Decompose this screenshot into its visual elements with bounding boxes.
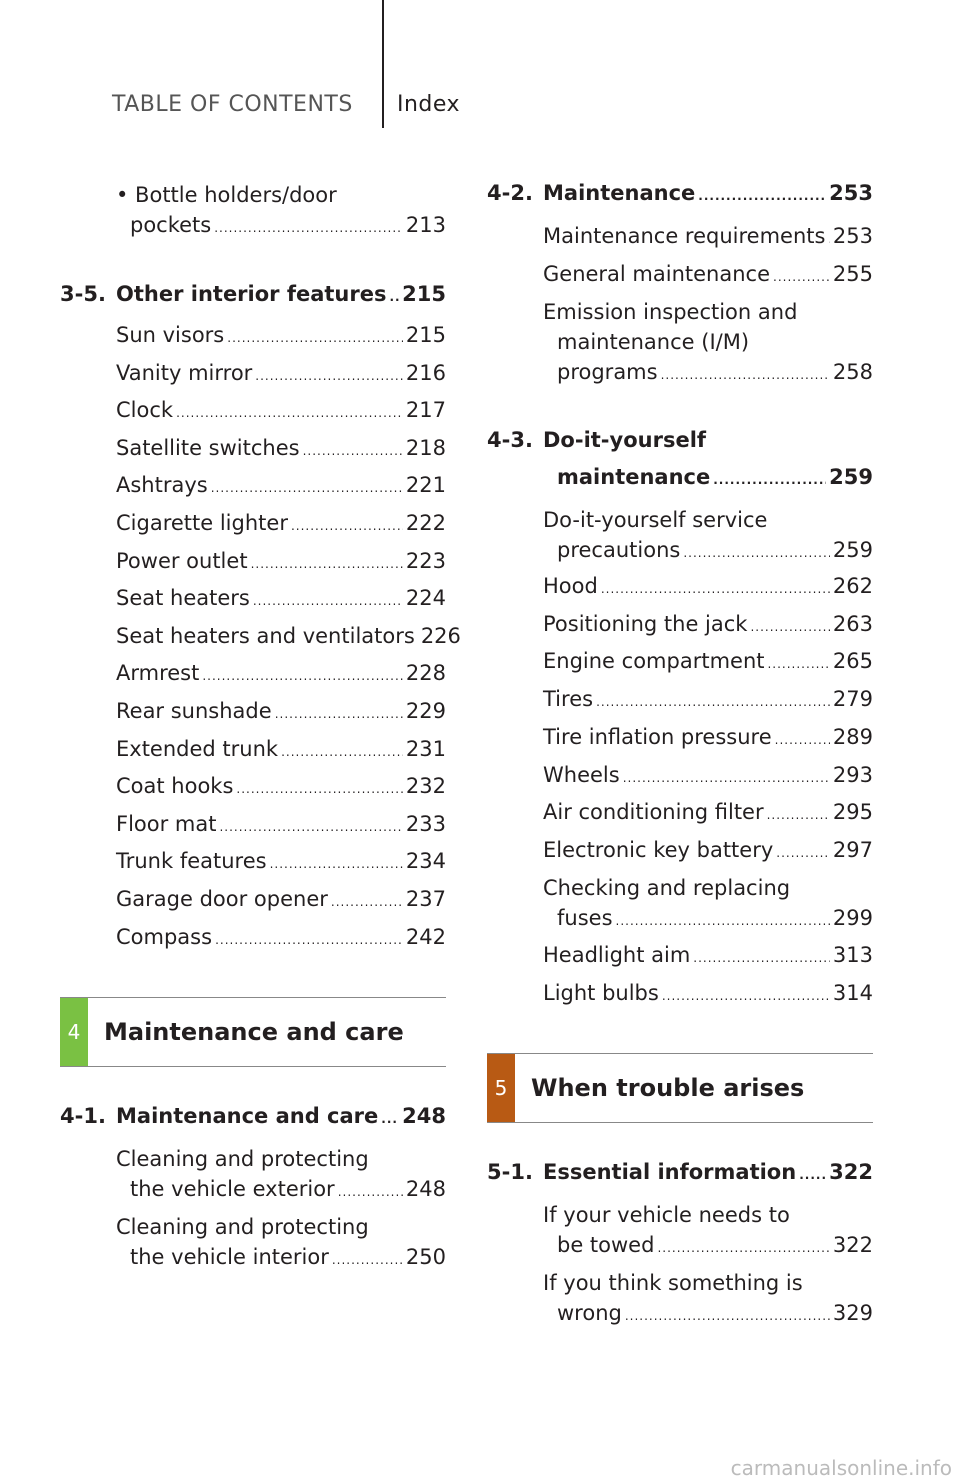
leader-dots <box>662 981 830 1011</box>
entry-title: the vehicle exterior <box>130 1177 335 1201</box>
entry-title: pockets <box>130 213 212 237</box>
entry-page: 221 <box>405 473 446 498</box>
leader-dots <box>596 687 830 717</box>
toc-entry[interactable] <box>116 546 446 579</box>
section-page: 248 <box>402 1104 446 1128</box>
toc-entry[interactable] <box>116 658 446 691</box>
leader-dots <box>713 465 826 495</box>
entry-title: Engine compartment <box>543 649 765 674</box>
toc-entry[interactable] <box>116 1212 446 1275</box>
entry-title: the vehicle interior <box>130 1245 329 1269</box>
entry-line <box>116 1174 446 1207</box>
entry-page: 216 <box>405 360 446 385</box>
section-4-2[interactable] <box>487 178 873 211</box>
leader-dots <box>625 1301 830 1331</box>
toc-entry-diy-precautions[interactable] <box>543 505 873 568</box>
section-title: Maintenance <box>543 181 696 205</box>
leader-dots <box>776 838 830 868</box>
header-index-link[interactable]: Index <box>397 92 461 117</box>
entry-line: If your vehicle needs to <box>543 1203 790 1227</box>
entry-page: 293 <box>832 762 873 787</box>
entry-title: Tire inflation pressure <box>543 724 772 749</box>
leader-dots <box>291 511 403 541</box>
leader-dots <box>389 282 399 312</box>
leader-dots <box>227 323 403 353</box>
chapter-5-tab: 5 <box>487 1054 515 1122</box>
leader-dots <box>799 1160 826 1190</box>
toc-entry[interactable] <box>543 722 873 755</box>
chapter-5-banner[interactable] <box>487 1053 873 1123</box>
entry-page: 237 <box>405 887 446 911</box>
section-4-3[interactable] <box>487 425 873 495</box>
entry-line <box>116 1242 446 1275</box>
leader-dots <box>767 800 830 830</box>
toc-entry[interactable] <box>116 621 461 654</box>
entry-line <box>543 1298 873 1331</box>
entry-page: 213 <box>405 213 446 237</box>
entry-line: • Bottle holders/door <box>116 183 337 207</box>
entry-title: Electronic key battery <box>543 837 774 862</box>
leader-dots <box>202 661 403 691</box>
toc-entry[interactable] <box>543 221 873 254</box>
toc-entry[interactable] <box>543 797 873 830</box>
entry-title: Headlight aim <box>543 943 691 967</box>
toc-entry[interactable] <box>116 583 446 616</box>
entry-page: 248 <box>405 1177 446 1201</box>
entry-line <box>543 903 873 936</box>
leader-dots <box>775 725 830 755</box>
leader-dots <box>253 586 403 616</box>
leader-dots <box>750 612 829 642</box>
entry-title: Garage door opener <box>116 887 328 911</box>
leader-dots <box>275 699 403 729</box>
entry-page: 232 <box>405 774 446 799</box>
leader-dots <box>381 1104 399 1134</box>
entry-page: 297 <box>832 837 873 862</box>
entry-title: Rear sunshade <box>116 699 272 723</box>
leader-dots <box>767 649 829 679</box>
entry-title: Hood <box>543 574 598 598</box>
entry-page: 259 <box>832 538 873 562</box>
chapter-5-title: When trouble arises <box>531 1074 805 1102</box>
header-divider <box>382 0 384 128</box>
section-5-1[interactable] <box>487 1157 873 1190</box>
entry-page: 279 <box>832 687 873 712</box>
entry-page: 224 <box>405 586 446 611</box>
leader-dots <box>332 1245 403 1275</box>
leader-dots <box>270 849 403 879</box>
entry-page: 217 <box>405 398 446 423</box>
entry-page: 242 <box>405 924 446 949</box>
toc-entry[interactable] <box>543 760 873 793</box>
entry-page: 222 <box>405 511 446 535</box>
entry-title: Maintenance requirements <box>543 224 826 248</box>
entry-page: 329 <box>832 1301 873 1325</box>
toc-entry[interactable] <box>116 846 446 879</box>
entry-line: Do-it-yourself service <box>543 508 768 532</box>
leader-dots <box>657 1233 829 1263</box>
entry-title: be towed <box>557 1233 655 1257</box>
watermark: carmanualsonline.info <box>730 1456 952 1480</box>
section-title-line2 <box>487 462 873 495</box>
leader-dots <box>338 1177 403 1207</box>
toc-entry[interactable] <box>543 1268 873 1331</box>
toc-entry[interactable] <box>543 978 873 1011</box>
entry-title: Seat heaters and ventilators <box>116 623 415 648</box>
entry-page: 255 <box>832 261 873 286</box>
entry-line: Cleaning and protecting <box>116 1147 369 1171</box>
entry-page: 229 <box>405 699 446 723</box>
toc-entry[interactable] <box>116 1144 446 1207</box>
entry-title: Armrest <box>116 661 200 686</box>
leader-dots <box>281 737 403 767</box>
toc-entry[interactable] <box>543 646 873 679</box>
entry-page: 258 <box>832 360 873 384</box>
toc-entry-bottle-holders[interactable] <box>116 180 446 243</box>
entry-page: 314 <box>832 980 873 1005</box>
toc-entry[interactable] <box>543 1200 873 1263</box>
entry-line <box>116 210 446 243</box>
toc-entry[interactable] <box>116 358 446 391</box>
entry-title: Satellite switches <box>116 435 300 460</box>
entry-title: Sun visors <box>116 323 225 347</box>
entry-title: precautions <box>557 538 681 562</box>
leader-dots <box>693 943 830 973</box>
entry-page: 322 <box>832 1233 873 1257</box>
leader-dots <box>303 436 403 466</box>
entry-title: Coat hooks <box>116 774 234 799</box>
entry-page: 215 <box>405 323 446 347</box>
entry-page: 265 <box>832 649 873 674</box>
entry-title: Trunk features <box>116 849 267 874</box>
section-number: 4-3. <box>487 428 533 452</box>
entry-title: Seat heaters <box>116 586 250 611</box>
toc-entry[interactable] <box>543 259 873 292</box>
leader-dots <box>211 473 403 503</box>
toc-entry[interactable] <box>116 470 446 503</box>
leader-dots <box>698 181 826 211</box>
entry-title: Wheels <box>543 762 620 787</box>
section-3-5[interactable] <box>60 279 446 312</box>
leader-dots <box>215 925 403 955</box>
entry-line: If you think something is <box>543 1271 803 1295</box>
toc-entry[interactable] <box>543 835 873 868</box>
toc-entry[interactable] <box>116 884 446 917</box>
leader-dots <box>236 774 403 804</box>
section-number: 3-5. <box>60 282 106 306</box>
entry-line: maintenance (I/M) <box>557 330 750 354</box>
leader-dots <box>773 262 830 292</box>
section-title: Do-it-yourself <box>543 428 707 452</box>
leader-dots <box>251 549 403 579</box>
section-page: 215 <box>402 282 446 306</box>
section-page: 253 <box>829 181 873 205</box>
entry-title: Compass <box>116 924 213 949</box>
entry-title: Light bulbs <box>543 980 659 1005</box>
toc-entry[interactable] <box>116 809 446 842</box>
leader-dots <box>623 763 830 793</box>
entry-title: Power outlet <box>116 548 248 573</box>
entry-title: Floor mat <box>116 811 217 836</box>
leader-dots <box>616 906 830 936</box>
leader-dots <box>601 574 830 604</box>
entry-line: Checking and replacing <box>543 876 791 900</box>
entry-line: Emission inspection and <box>543 300 798 324</box>
entry-title: Cigarette lighter <box>116 511 288 535</box>
chapter-4-title: Maintenance and care <box>104 1018 404 1046</box>
leader-dots <box>176 398 403 428</box>
chapter-4-tab: 4 <box>60 998 88 1066</box>
toc-entry[interactable] <box>116 508 446 541</box>
entry-page: 234 <box>405 849 446 874</box>
toc-entry[interactable] <box>543 684 873 717</box>
entry-title: Air conditioning filter <box>543 800 764 825</box>
leader-dots <box>683 538 830 568</box>
section-number: 5-1. <box>487 1160 533 1184</box>
toc-entry[interactable] <box>116 734 446 767</box>
entry-title: programs <box>557 360 658 384</box>
leader-dots <box>214 213 403 243</box>
section-title: Other interior features <box>116 282 387 306</box>
header-toc-link[interactable]: TABLE OF CONTENTS <box>112 92 353 117</box>
entry-title: Ashtrays <box>116 473 208 498</box>
entry-page: 253 <box>832 224 873 248</box>
toc-entry[interactable] <box>543 609 873 642</box>
entry-title: Extended trunk <box>116 736 279 761</box>
section-title: Essential information <box>543 1160 797 1184</box>
section-title: Maintenance and care <box>116 1104 379 1128</box>
entry-title: wrong <box>557 1301 622 1325</box>
entry-page: 231 <box>405 736 446 761</box>
entry-title: Tires <box>543 687 594 712</box>
section-4-1[interactable] <box>60 1101 446 1134</box>
entry-title: Positioning the jack <box>543 611 748 636</box>
entry-page: 313 <box>832 943 873 967</box>
entry-page: 228 <box>405 661 446 686</box>
toc-entry[interactable] <box>116 922 446 955</box>
section-page: 322 <box>829 1160 873 1184</box>
entry-page: 289 <box>832 724 873 749</box>
entry-page: 223 <box>405 548 446 573</box>
entry-title: Clock <box>116 398 174 423</box>
entry-page: 226 <box>420 623 461 648</box>
entry-page: 263 <box>832 611 873 636</box>
leader-dots <box>331 887 403 917</box>
section-number: 4-1. <box>60 1104 106 1128</box>
section-page: 259 <box>829 465 873 489</box>
entry-page: 295 <box>832 800 873 825</box>
entry-page: 218 <box>405 435 446 460</box>
toc-entry[interactable] <box>116 696 446 729</box>
entry-title: fuses <box>557 906 613 930</box>
toc-entry[interactable] <box>543 571 873 604</box>
toc-entry[interactable] <box>543 940 873 973</box>
entry-line <box>543 357 873 390</box>
leader-dots <box>219 812 402 842</box>
entry-line <box>543 1230 873 1263</box>
toc-entry[interactable] <box>116 771 446 804</box>
leader-dots <box>828 224 829 254</box>
section-number: 4-2. <box>487 181 533 205</box>
entry-page: 250 <box>405 1245 446 1269</box>
toc-entry[interactable] <box>116 320 446 353</box>
leader-dots <box>255 361 403 391</box>
leader-dots <box>661 360 830 390</box>
toc-entry[interactable] <box>116 433 446 466</box>
entry-line <box>543 535 873 568</box>
entry-title: General maintenance <box>543 261 771 286</box>
entry-page: 233 <box>405 811 446 836</box>
entry-title: Vanity mirror <box>116 360 253 385</box>
toc-entry[interactable] <box>116 395 446 428</box>
toc-entry-emission[interactable] <box>543 297 873 390</box>
toc-entry-fuses[interactable] <box>543 873 873 936</box>
entry-line: Cleaning and protecting <box>116 1215 369 1239</box>
entry-page: 262 <box>832 574 873 598</box>
section-title: maintenance <box>557 465 711 489</box>
entry-page: 299 <box>832 906 873 930</box>
chapter-4-banner[interactable] <box>60 997 446 1067</box>
